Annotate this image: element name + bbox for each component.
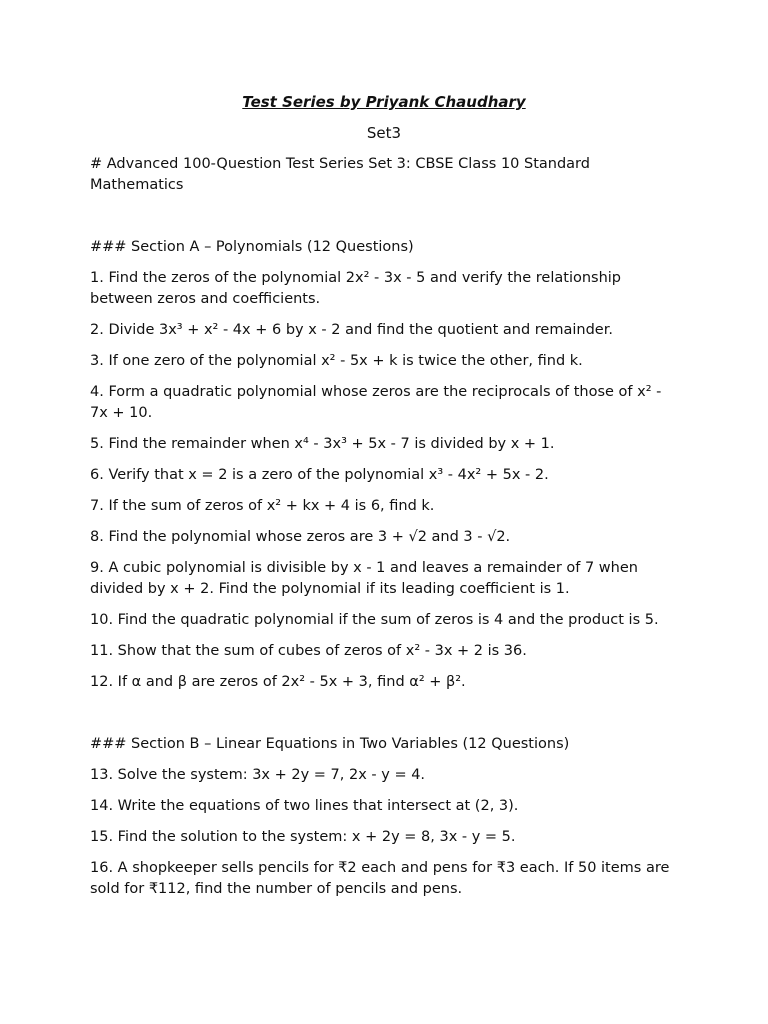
question-12: 12. If α and β are zeros of 2x² - 5x + 3, find α² + β².: [90, 674, 466, 690]
question-5: 5. Find the remainder when x⁴ - 3x³ + 5x - 7 is divided by x + 1.: [90, 436, 555, 452]
question-4: 4. Form a quadratic polynomial whose zeros are the reciprocals of those of x² - 7x + 10.: [90, 384, 662, 421]
question-7: 7. If the sum of zeros of x² + kx + 4 is 6, find k.: [90, 498, 435, 514]
document-title: Test Series by Priyank Chaudhary: [242, 93, 526, 111]
question-6: 6. Verify that x = 2 is a zero of the polynomial x³ - 4x² + 5x - 2.: [90, 467, 549, 483]
section-b-heading: ### Section B – Linear Equations in Two Variables (12 Questions): [90, 736, 570, 752]
question-1: 1. Find the zeros of the polynomial 2x² - 3x - 5 and verify the relationship between zeros and coefficients.: [90, 270, 622, 307]
question-3: 3. If one zero of the polynomial x² - 5x + k is twice the other, find k.: [90, 353, 583, 369]
document-heading: # Advanced 100-Question Test Series Set 3: CBSE Class 10 Standard Mathematics: [90, 156, 590, 193]
question-2: 2. Divide 3x³ + x² - 4x + 6 by x - 2 and find the quotient and remainder.: [90, 322, 613, 338]
question-8: 8. Find the polynomial whose zeros are 3 + √2 and 3 - √2.: [90, 529, 511, 545]
question-11: 11. Show that the sum of cubes of zeros of x² - 3x + 2 is 36.: [90, 643, 527, 659]
question-14: 14. Write the equations of two lines that intersect at (2, 3).: [90, 798, 519, 814]
question-13: 13. Solve the system: 3x + 2y = 7, 2x - y = 4.: [90, 767, 426, 783]
section-gap: [90, 703, 678, 734]
section-gap: [90, 206, 678, 237]
question-16: 16. A shopkeeper sells pencils for ₹2 each and pens for ₹3 each. If 50 items are sold for ₹112, find the number of pencils and pens.: [90, 860, 670, 897]
section-a-heading: ### Section A – Polynomials (12 Questions): [90, 239, 414, 255]
question-15: 15. Find the solution to the system: x + 2y = 8, 3x - y = 5.: [90, 829, 516, 845]
question-10: 10. Find the quadratic polynomial if the sum of zeros is 4 and the product is 5.: [90, 612, 659, 628]
document-subtitle: Set3: [366, 124, 402, 142]
question-9: 9. A cubic polynomial is divisible by x - 1 and leaves a remainder of 7 when divided by x + 2. Find the polynomial if its leading coefficient is 1.: [90, 560, 638, 597]
